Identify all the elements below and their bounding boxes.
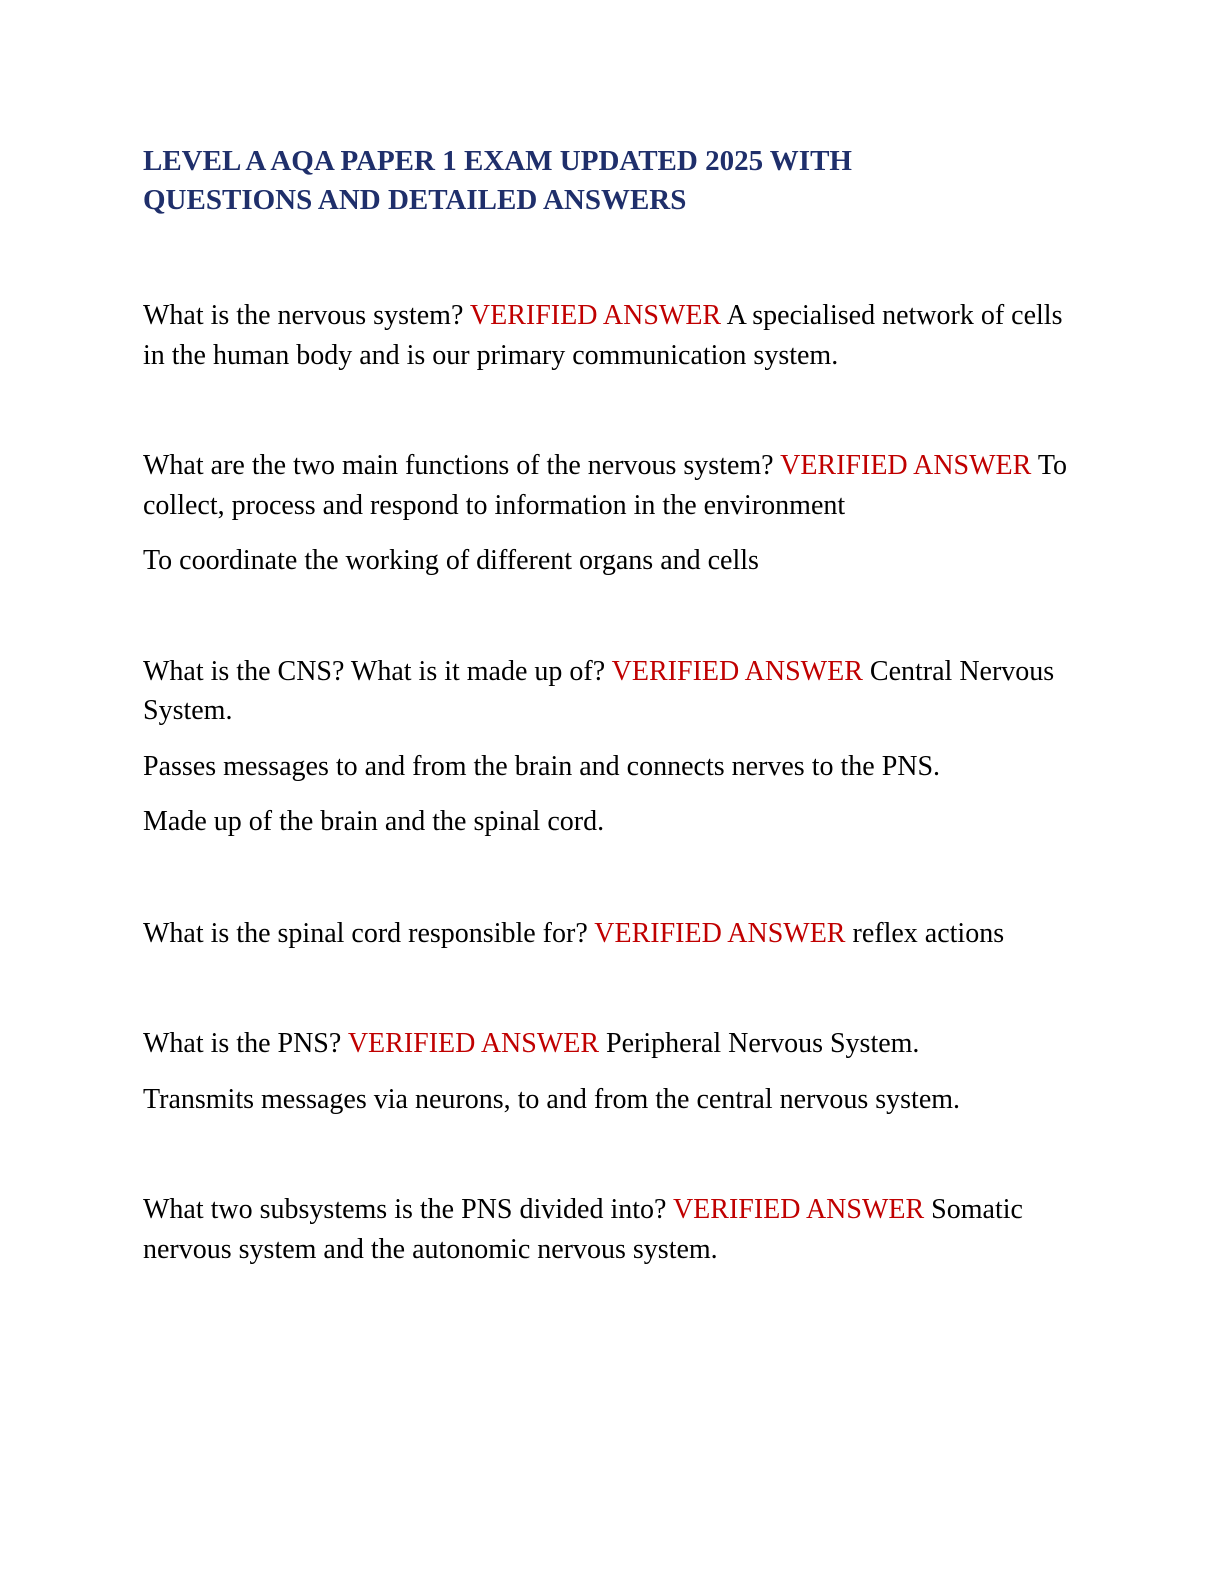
answer-label: VERIFIED ANSWER (780, 450, 1032, 481)
qa-item (143, 296, 1078, 375)
answer-text: Central Nervous System. (143, 655, 1055, 726)
qa-item (143, 914, 1078, 954)
answer-label: VERIFIED ANSWER (347, 1028, 600, 1059)
qa-paragraph (143, 296, 1078, 375)
question-text: What is the PNS? (143, 1028, 342, 1059)
qa-paragraph (143, 652, 1078, 731)
question-text: What are the two main functions of the nervous system? (143, 450, 774, 481)
answer-label: VERIFIED ANSWER (594, 917, 846, 949)
qa-paragraph (143, 914, 1078, 954)
document-page (143, 142, 1078, 1269)
title-line-2: QUESTIONS AND DETAILED ANSWERS (143, 184, 687, 216)
answer-text: Peripheral Nervous System. (606, 1028, 920, 1059)
answer-extra-line: Passes messages to and from the brain and connects nerves to the PNS. (143, 750, 941, 782)
answer-label: VERIFIED ANSWER (469, 300, 722, 331)
qa-item (143, 1024, 1078, 1119)
qa-paragraph (143, 1024, 1078, 1064)
answer-label: VERIFIED ANSWER (611, 655, 863, 687)
answer-extra-line: To coordinate the working of different organs and cells (143, 545, 759, 576)
answer-text: reflex actions (852, 917, 1005, 949)
title-line-1: LEVEL A AQA PAPER 1 EXAM UPDATED 2025 WITH (143, 145, 852, 177)
qa-item (143, 446, 1078, 581)
answer-extra-line: Transmits messages via neurons, to and from the central nervous system. (143, 1083, 961, 1115)
answer-text: Somatic nervous system and the autonomic nervous system. (143, 1194, 1023, 1265)
qa-paragraph (143, 1190, 1078, 1269)
qa-item (143, 1190, 1078, 1269)
question-text: What is the spinal cord responsible for? (143, 917, 588, 949)
answer-text: To collect, process and respond to information in the environment (143, 450, 1067, 521)
answer-extra-line: Made up of the brain and the spinal cord. (143, 806, 605, 837)
question-text: What is the nervous system? (143, 300, 464, 331)
question-text: What two subsystems is the PNS divided into? (143, 1194, 667, 1225)
document-title (143, 142, 1078, 220)
qa-paragraph (143, 446, 1078, 525)
answer-label: VERIFIED ANSWER (672, 1194, 925, 1225)
question-text: What is the CNS? What is it made up of? (143, 655, 606, 687)
answer-text: A specialised network of cells in the human body and is our primary communication system. (143, 300, 1063, 371)
qa-item (143, 652, 1078, 842)
